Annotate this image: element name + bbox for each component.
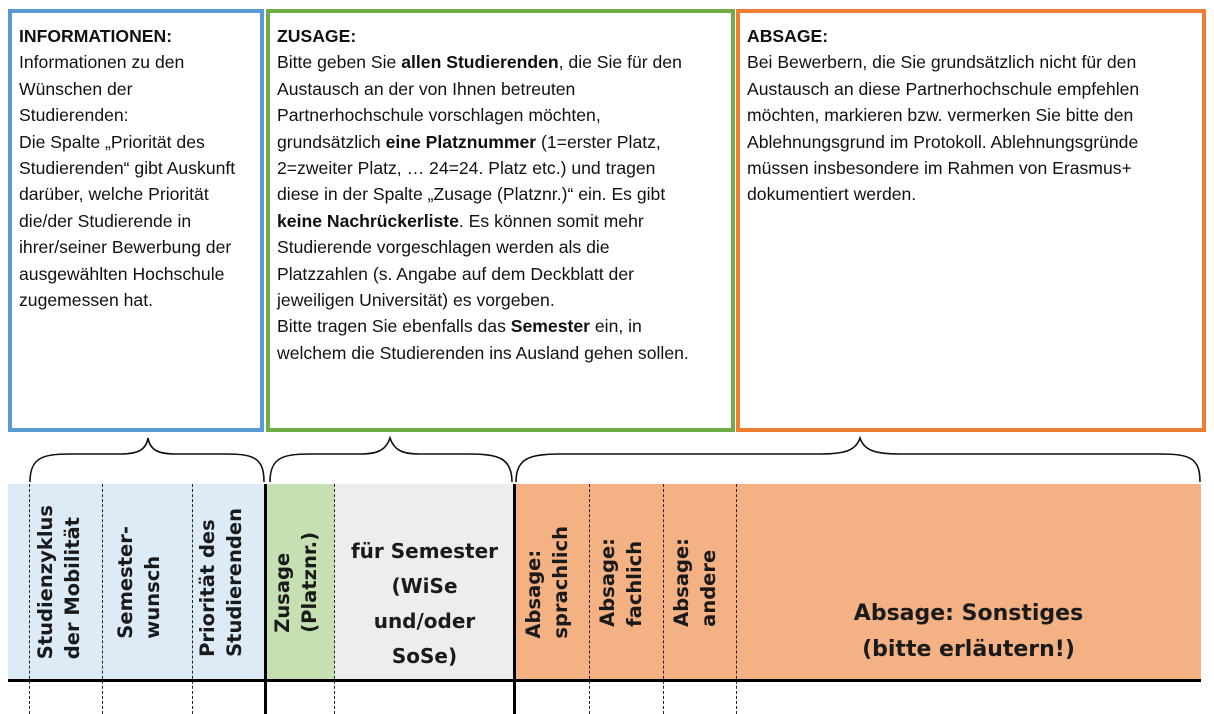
absage-line: Austausch an diese Partnerhochschule empfehlen [747,78,1140,99]
zusage-line: Studierende vorgeschlagen werden als die [277,237,610,258]
header-studienzyklus: Studienzyklus der Mobilität [34,504,84,660]
absage-line: müssen insbesondere im Rahmen von Erasmus+ [747,158,1132,179]
absage-line: möchten, markieren bzw. vermerken Sie bitte den [747,105,1134,126]
informationen-line: die/der Studierende in [19,210,192,231]
informationen-line: Informationen zu den [19,52,185,73]
informationen-brace [30,438,264,482]
zusage-line: diese in der Spalte „Zusage (Platznr.)“ ein. Es gibt [277,184,666,205]
informationen-title: INFORMATIONEN: [19,26,173,46]
header-absage-sprachlich: Absage: sprachlich [522,525,572,639]
informationen-line: zugemessen hat. [19,290,153,311]
informationen-box [8,9,264,432]
absage-title: ABSAGE: [747,26,829,46]
absage-line: dokumentiert werden. [747,184,917,205]
zusage-line: Austausch an der von Ihnen betreuten [277,78,576,99]
zusage-box [266,9,735,432]
zusage-line: jeweiligen Universität) es vorgeben. [277,290,555,311]
zusage-line: Platzzahlen (s. Angabe auf dem Deckblatt der [277,263,634,284]
informationen-line: Studierenden: [19,105,129,126]
table-header [8,484,1201,680]
zusage-line: keine Nachrückerliste. Es können somit mehr [277,210,644,231]
header-absage-sonstiges: Absage: Sonstiges (bitte erläutern!) [853,601,1084,662]
header-fuer-semester: für Semester (WiSe und/oder SoSe) [350,539,499,668]
informationen-line: ihrer/seiner Bewerbung der [19,237,232,258]
absage-line: Bei Bewerbern, die Sie grundsätzlich nicht für den [747,52,1137,73]
absage-box [736,9,1206,432]
header-prioritaet: Priorität des Studierenden [196,507,246,657]
informationen-line: Studierenden“ gibt Auskunft [19,158,236,179]
header-semesterwunsch: Semester- wunsch [114,525,164,639]
zusage-line: grundsätzlich eine Platznummer (1=erster Platz, [277,131,661,152]
zusage-line: welchem die Studierenden ins Ausland gehen sollen. [277,342,689,363]
absage-brace [516,438,1200,482]
informationen-line: Wünschen der [19,78,133,99]
zusage-brace [270,438,512,482]
informationen-line: darüber, welche Priorität [19,184,209,205]
absage-line: Ablehnungsgrund im Protokoll. Ablehnungsgründe [747,131,1139,152]
zusage-line: 2=zweiter Platz, … 24=24. Platz etc.) und tragen [277,158,656,179]
header-absage-andere: Absage: andere [670,537,720,627]
informationen-line: Die Spalte „Priorität des [19,131,205,152]
zusage-line: Bitte geben Sie allen Studierenden, die Sie für den [277,52,682,73]
header-zusage-platznr: Zusage (Platznr.) [271,531,321,633]
informationen-line: ausgewählten Hochschule [19,263,225,284]
header-bottom-rule [8,679,1201,682]
zusage-title: ZUSAGE: [277,26,357,46]
header-absage-fachlich: Absage: fachlich [596,537,646,627]
zusage-line: Partnerhochschule vorschlagen möchten, [277,105,601,126]
zusage-line: Bitte tragen Sie ebenfalls das Semester ein, in [277,316,642,337]
group-braces [0,436,1214,484]
